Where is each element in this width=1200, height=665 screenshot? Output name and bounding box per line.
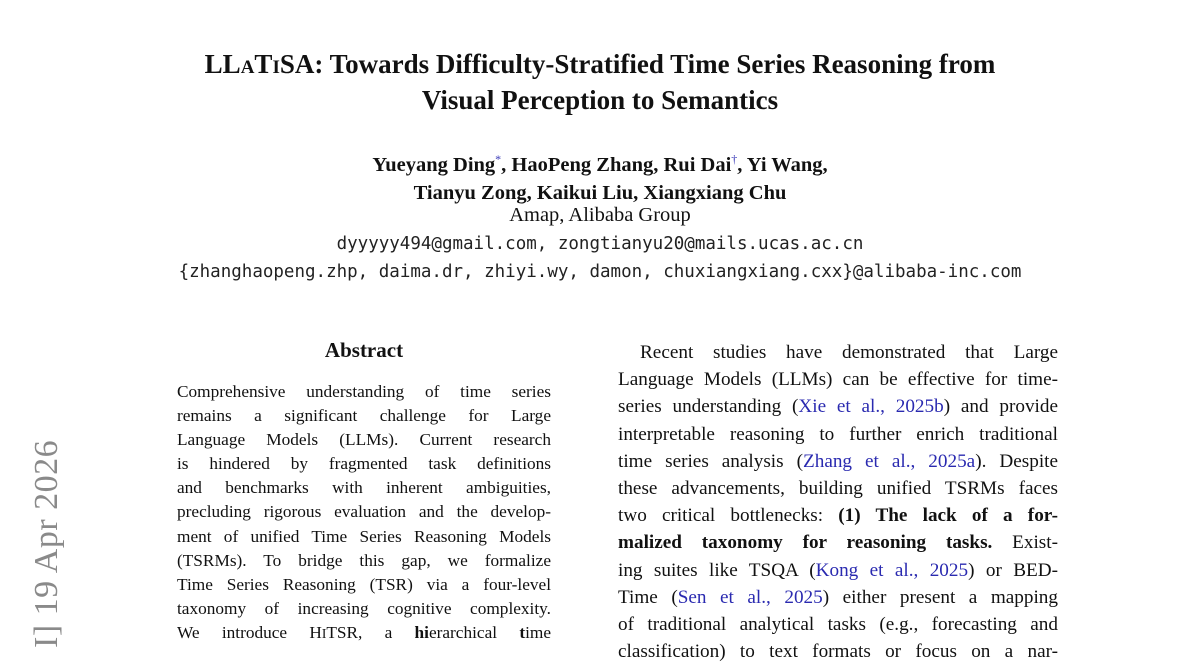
intro-line: classification) to text formats or focus on a nar- (618, 641, 1058, 663)
intro-line: Language Models (LLMs) can be effective for time- (618, 369, 1058, 391)
abstract-line: and benchmarks with inherent ambiguities, (177, 478, 551, 498)
intro-line: malized taxonomy for reasoning tasks. Exist- (618, 532, 1058, 554)
intro-line: interpretable reasoning to further enrich traditional (618, 423, 1058, 445)
abstract-line: taxonomy of increasing cognitive complexity. (177, 598, 551, 618)
abstract-heading: Abstract (324, 338, 404, 362)
author-emails (0, 230, 1200, 286)
intro-line: these advancements, building unified TSRMs faces (618, 478, 1058, 500)
abstract-body (177, 380, 551, 646)
author-line-2: Tianyu Zong, Kaikui Liu, Xiangxiang Chu (413, 181, 787, 204)
intro-line: Time (Sen et al., 2025) either present a mapping (618, 586, 1058, 608)
intro-line: ing suites like TSQA (Kong et al., 2025) or BED- (618, 559, 1058, 581)
intro-line: time series analysis (Zhang et al., 2025a). Despite (618, 450, 1058, 472)
abstract-line: (TSRMs). To bridge this gap, we formalize (177, 550, 551, 570)
intro-line: series understanding (Xie et al., 2025b) and provide (618, 396, 1058, 418)
intro-line: Recent studies have demonstrated that Large (640, 342, 1058, 363)
arxiv-date-stamp: I] 19 Apr 2026 (28, 439, 65, 648)
title-line-2: Visual Perception to Semantics (421, 85, 779, 115)
citation-link-zhang-2025a[interactable]: Zhang et al., 2025a (803, 450, 976, 472)
affiliation: Amap, Alibaba Group (509, 204, 691, 226)
title-line-1: LLATISA: Towards Difficulty-Stratified Time Series Reasoning from (204, 49, 996, 79)
intro-line: of traditional analytical tasks (e.g., forecasting and (618, 614, 1058, 636)
email-line-1: dyyyyy494@gmail.com, zongtianyu20@mails.ucas.ac.cn (336, 234, 864, 254)
abstract-line: remains a significant challenge for Large (177, 406, 551, 426)
abstract-line: is hindered by fragmented task definitions (177, 454, 551, 474)
citation-link-sen-2025[interactable]: Sen et al., 2025 (677, 586, 823, 608)
footnote-mark-equal[interactable]: * (495, 152, 502, 166)
abstract-line: Comprehensive understanding of time series (177, 382, 551, 401)
footnote-mark-corresponding[interactable]: † (731, 152, 738, 166)
email-line-2: {zhanghaopeng.zhp, daima.dr, zhiyi.wy, damon, chuxiangxiang.cxx}@alibaba-inc.com (178, 262, 1022, 282)
abstract-line: Language Models (LLMs). Current research (177, 430, 551, 450)
abstract-line: precluding rigorous evaluation and the develop- (177, 502, 551, 522)
abstract-line: ment of unified Time Series Reasoning Models (177, 526, 551, 546)
citation-link-xie-2025b[interactable]: Xie et al., 2025b (798, 396, 944, 418)
author-list: Yueyang Ding*, HaoPeng Zhang, Rui Dai†, Yi Wang, Tianyu Zong, Kaikui Liu, Xiangxiang Chu (372, 152, 828, 204)
abstract-line: Time Series Reasoning (TSR) via a four-level (177, 574, 551, 594)
citation-link-kong-2025[interactable]: Kong et al., 2025 (815, 559, 969, 581)
paper-title (100, 48, 1100, 117)
intro-line: two critical bottlenecks: (1) The lack of a for- (618, 505, 1058, 527)
abstract-line-last: We introduce HITSR, a hierarchical time (177, 622, 551, 642)
introduction-body (618, 339, 1058, 665)
